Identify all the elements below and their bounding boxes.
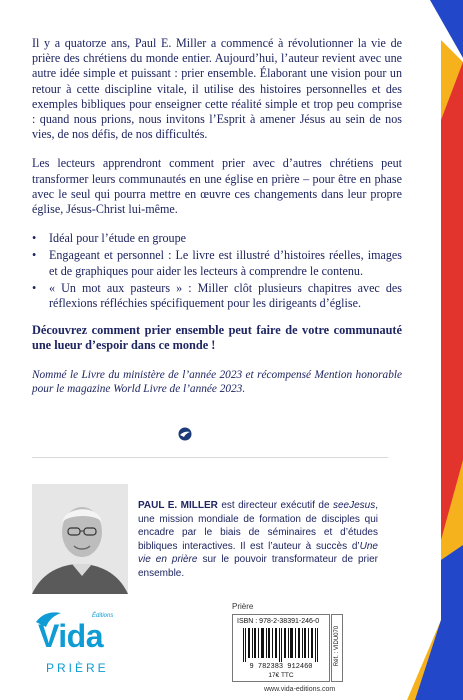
stripe-blue-top <box>430 0 463 58</box>
list-item: • Engageant et personnel : Le livre est illustré d’histoires réelles, images et de graphiques pour aider les lecteurs à comprendre le contenu. <box>32 248 402 278</box>
logo-wordmark: Vida <box>38 618 103 654</box>
isbn: ISBN : 978-2-38391-246-0 <box>237 618 320 625</box>
barcode-icon <box>243 628 319 662</box>
section-divider <box>32 457 388 458</box>
stripe-yellow <box>407 40 463 700</box>
stripe-blue-bottom <box>415 545 463 700</box>
author-photo <box>32 484 128 594</box>
barcode-number: 9 782383 912460 <box>249 663 313 671</box>
bullet-marker: • <box>32 231 37 246</box>
feature-list <box>32 231 402 311</box>
intro-paragraph: Il y a quatorze ans, Paul E. Miller a commencé à révolutionner la vie de prière des chrétiens du monde entier. Aujourd’hui, l’auteur revient avec une autre idée simple et puissant : prier ensemble. Élaborant une vision pour un retour à cette discipline vitale, il utilise des histoires personnelles et des exemples bibliques pour enseigner cette réalité simple et trop peu comprise : quand nous prions, nous invitons l’Esprit à amener Jésus au sein de nos vies, de nos défis, de nos difficultés. <box>32 36 402 142</box>
barcode-box <box>232 614 330 682</box>
call-to-action: Découvrez comment prier ensemble peut faire de votre communauté une lueur d’espoir dans ce monde ! <box>32 323 402 353</box>
list-item: • « Un mot aux pasteurs » : Miller clôt plusieurs chapitres avec des réflexions réfléchies spécifiquement pour les dirigeants d’église. <box>32 280 402 311</box>
bullet-marker: • <box>32 248 37 263</box>
dove-icon <box>176 427 194 441</box>
author-name: PAUL E. MILLER <box>138 500 218 511</box>
book-title: Une vie en prière <box>138 540 378 566</box>
award-note: Nommé le Livre du ministère de l’année 2023 et récompensé Mention honorable pour le magazine World Livre de l’année 2023. <box>32 368 402 396</box>
collection-name: PRIÈRE <box>46 661 109 675</box>
bullet-marker: • <box>32 280 37 295</box>
reference-box <box>331 614 343 682</box>
publisher-website: www.vida-editions.com <box>264 686 336 693</box>
price: 17€ TTC <box>268 672 294 679</box>
readers-paragraph: Les lecteurs apprendront comment prier avec d’autres chrétiens peut transformer leurs communautés en une église en prière – pour être en phase avec le seul qui pourra mettre en œuvre ces changements dans leur propre église, Jésus-Christ lui-même. <box>32 156 402 217</box>
category-label: Prière <box>232 602 254 611</box>
list-item: • Idéal pour l’étude en groupe <box>32 231 187 246</box>
logo-subtitle: Éditions <box>92 613 114 619</box>
reference-code: Réf. : VIDU070 <box>334 625 340 667</box>
author-bio: PAUL E. MILLER est directeur exécutif de seeJesus, une mission mondiale de formation de disciples qui encadre par le biais de séminaires et d’études bibliques interactives. Il est l’auteur à succès d’Une vie en prière sur le pouvoir transformateur de prier ensemble. <box>138 500 379 579</box>
description <box>32 36 402 411</box>
stripe-red <box>441 15 463 540</box>
publisher-logo <box>34 608 144 680</box>
organization-name: seeJesus <box>332 500 376 511</box>
